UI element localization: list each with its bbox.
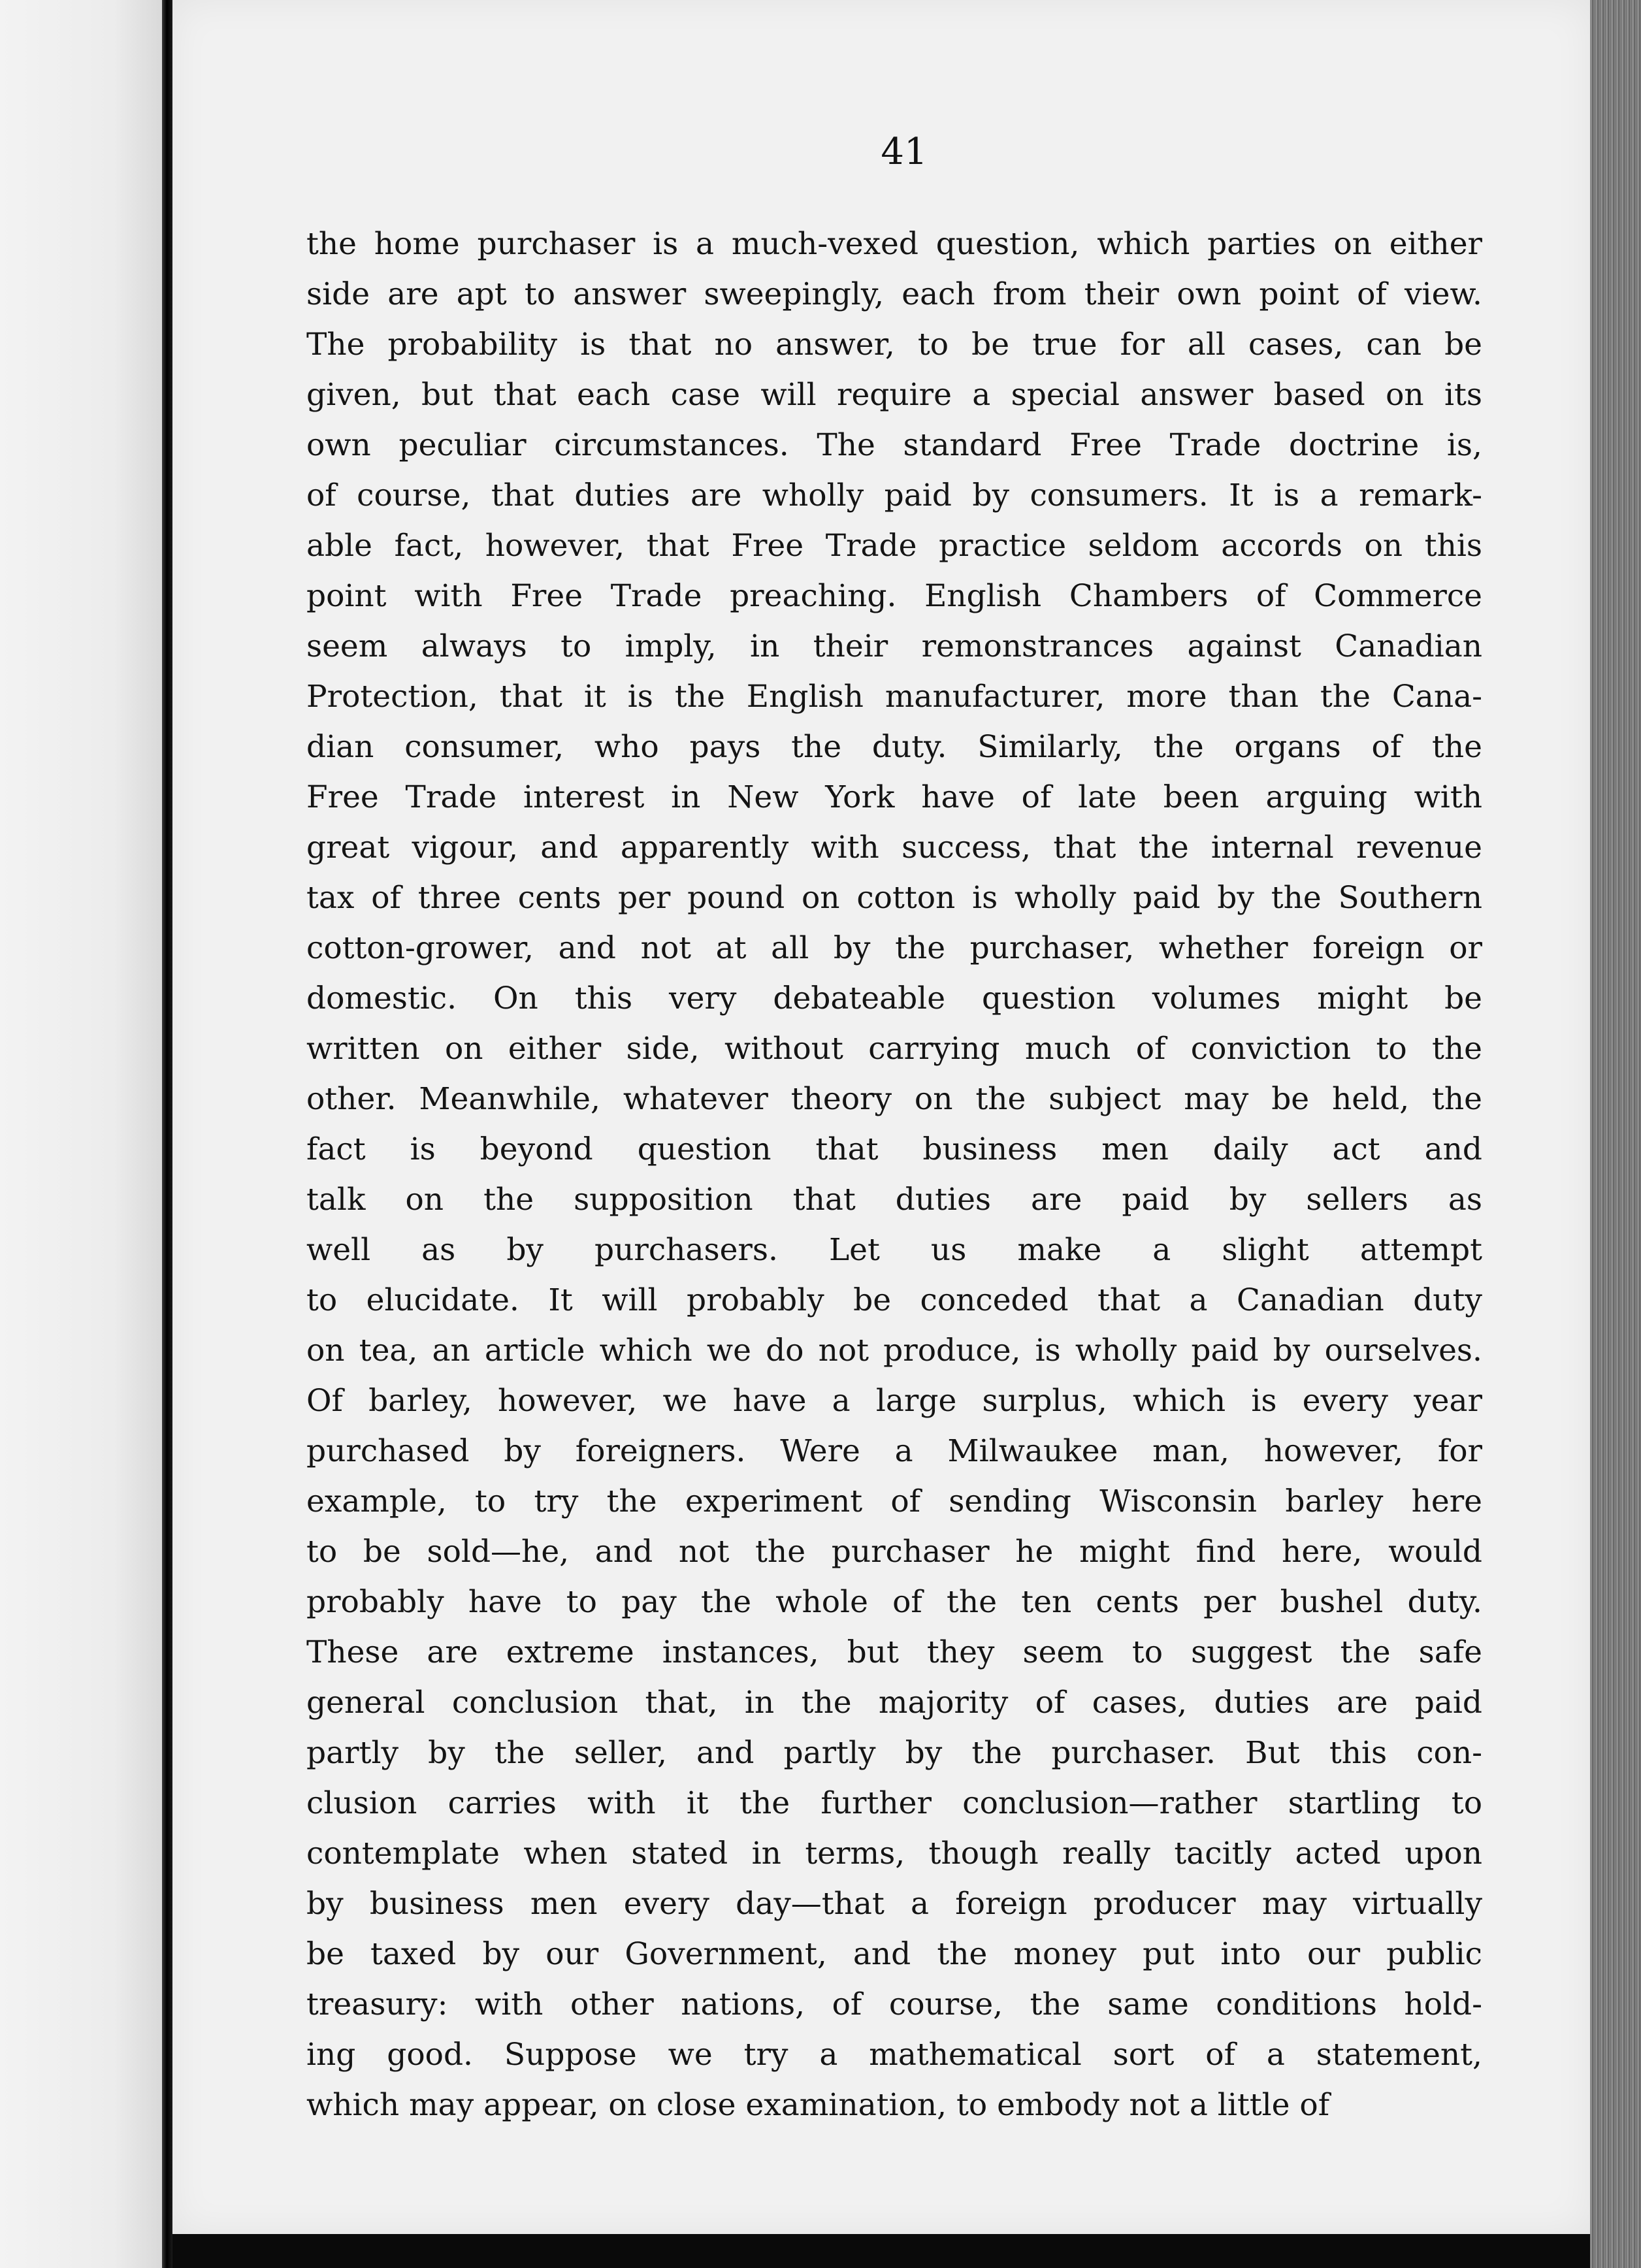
text-line: Of barley, however, we have a large surplus, which is every year [306,1383,1482,1419]
book-page [172,0,1590,2234]
text-line: on tea, an article which we do not produce, is wholly paid by ourselves. [306,1333,1482,1369]
text-line: be taxed by our Government, and the money put into our public [306,1936,1482,1972]
text-line: own peculiar circumstances. The standard Free Trade doctrine is, [306,427,1482,463]
text-line: great vigour, and apparently with success, that the internal revenue [306,830,1482,866]
text-line: domestic. On this very debateable question volumes might be [306,980,1482,1016]
book-gutter [162,0,172,2268]
text-line: written on either side, without carrying much of conviction to the [306,1031,1482,1067]
text-line: given, but that each case will require a special answer based on its [306,377,1482,413]
text-line: Protection, that it is the English manufacturer, more than the Cana- [306,679,1482,715]
body-text [306,219,1482,2130]
text-line: by business men every day—that a foreign producer may virtually [306,1886,1482,1922]
text-line: contemplate when stated in terms, though really tacitly acted upon [306,1836,1482,1871]
text-line: to be sold—he, and not the purchaser he might find here, would [306,1534,1482,1570]
text-line: the home purchaser is a much-vexed question, which parties on either [306,226,1482,262]
text-line: cotton-grower, and not at all by the purchaser, whether foreign or [306,930,1482,966]
previous-page-edge [0,0,162,2268]
text-line: ing good. Suppose we try a mathematical sort of a statement, [306,2037,1482,2073]
text-line: treasury: with other nations, of course, the same conditions hold- [306,1986,1482,2022]
text-line: other. Meanwhile, whatever theory on the subject may be held, the [306,1081,1482,1117]
text-line: which may appear, on close examination, to embody not a little of [306,2087,1330,2123]
text-line: able fact, however, that Free Trade practice seldom accords on this [306,528,1482,564]
bottom-shadow [172,2234,1590,2268]
text-line: fact is beyond question that business men daily act and [306,1131,1482,1167]
text-line: general conclusion that, in the majority of cases, duties are paid [306,1685,1482,1721]
text-line: purchased by foreigners. Were a Milwaukee man, however, for [306,1433,1482,1469]
text-line: talk on the supposition that duties are paid by sellers as [306,1182,1482,1218]
text-line: clusion carries with it the further conclusion—rather startling to [306,1785,1482,1821]
text-line: The probability is that no answer, to be true for all cases, can be [306,327,1482,363]
text-line: side are apt to answer sweepingly, each from their own point of view. [306,276,1482,312]
page-stack-edges [1590,0,1641,2268]
text-line: dian consumer, who pays the duty. Similarly, the organs of the [306,729,1482,765]
text-line: probably have to pay the whole of the ten cents per bushel duty. [306,1584,1482,1620]
text-line: partly by the seller, and partly by the purchaser. But this con- [306,1735,1482,1771]
text-line: tax of three cents per pound on cotton is wholly paid by the Southern [306,880,1482,916]
text-line: point with Free Trade preaching. English Chambers of Commerce [306,578,1482,614]
text-line: to elucidate. It will probably be conceded that a Canadian duty [306,1282,1482,1318]
text-line: Free Trade interest in New York have of late been arguing with [306,779,1482,815]
text-line: example, to try the experiment of sending Wisconsin barley here [306,1483,1482,1519]
text-line: well as by purchasers. Let us make a slight attempt [306,1232,1482,1268]
text-line: seem always to imply, in their remonstrances against Canadian [306,628,1482,664]
text-line: These are extreme instances, but they seem to suggest the safe [306,1634,1482,1670]
text-line: of course, that duties are wholly paid by consumers. It is a remark- [306,478,1482,513]
page-number: 41 [881,131,928,173]
